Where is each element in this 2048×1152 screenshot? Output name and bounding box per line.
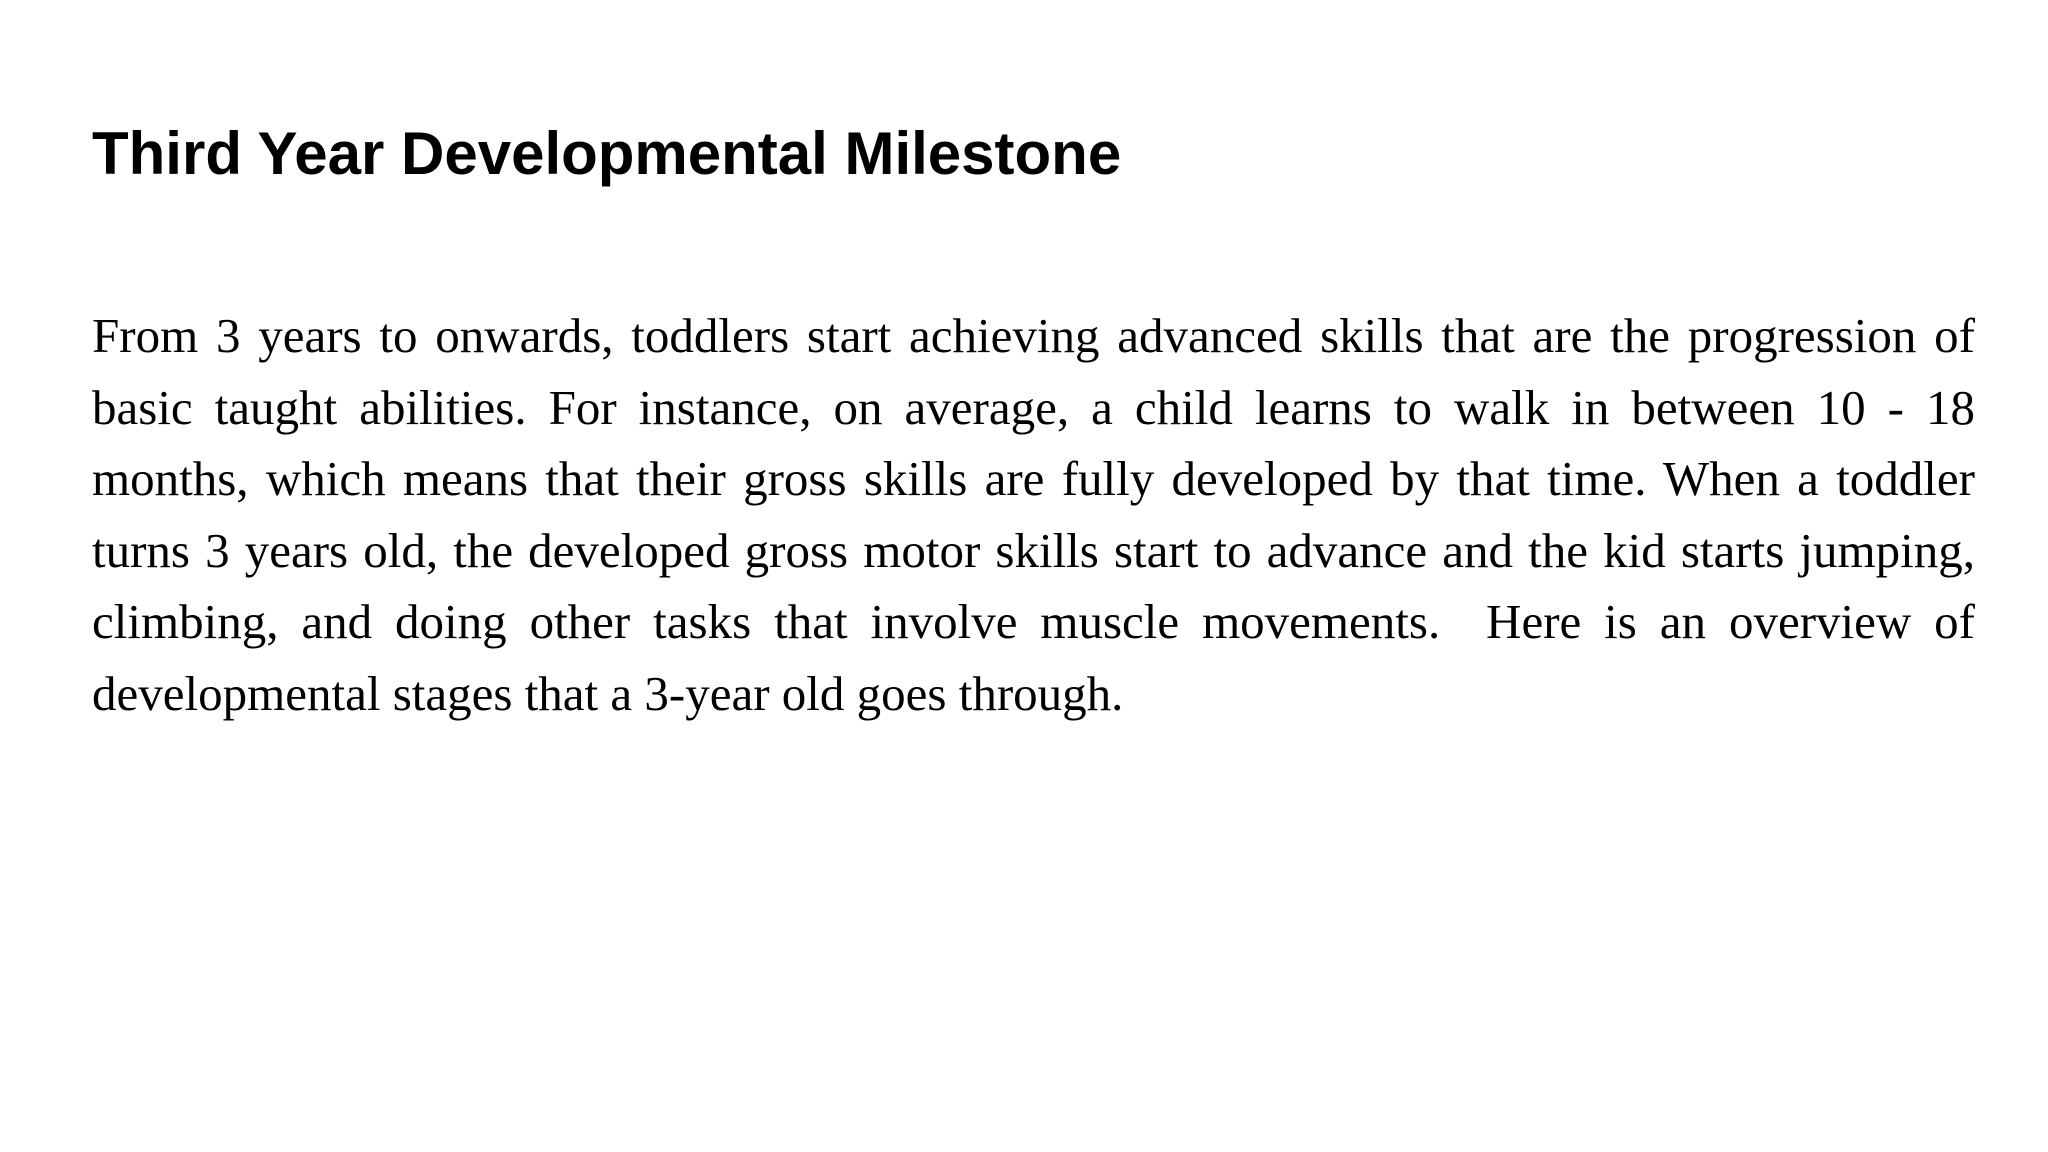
body-paragraph: From 3 years to onwards, toddlers start achieving advanced skills that are the progression of basic taught abilities. For instance, on average, a child learns to walk in between 10 - 18 months, which means that their gross skills are fully developed by that time. When a toddler turns 3 years old, the developed gross motor skills start to advance and the kid starts jumping, climbing, and doing other tasks that involve muscle movements. Here is an overview of developmental stages that a 3-year old goes through.	[92, 308, 1988, 721]
page-title: Third Year Developmental Milestone	[92, 120, 1122, 187]
